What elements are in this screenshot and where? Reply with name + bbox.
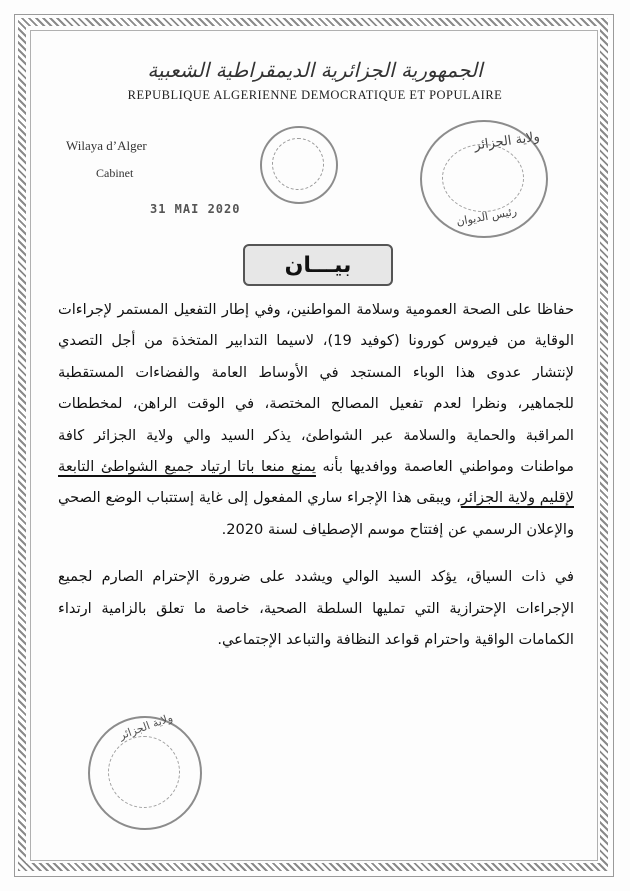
- document-body: [58, 294, 574, 655]
- paragraph-2: في ذات السياق، يؤكد السيد الوالي ويشدد على ضرورة الإحترام الصارم لجميع الإجراءات الإحترازية التي تمليها السلطة الصحية، خاصة ما تعلق بالزامية ارتداء الكمامات الواقية واحترام قواعد النظافة والتباعد الإجتماعي.: [58, 568, 574, 649]
- paragraph-1-end: ، ويبقى هذا الإجراء ساري المفعول إلى غاية إستتباب الوضع الصحي والإعلان الرسمي عن إفتتاح موسم الإصطياف لسنة 2020.: [58, 489, 574, 538]
- document-title: بيـــان: [243, 244, 393, 286]
- header-arabic-title: الجمهورية الجزائرية الديمقراطية الشعبية: [147, 58, 483, 82]
- date-stamp: 31 MAI 2020: [150, 202, 241, 216]
- paragraph-1-start: حفاظا على الصحة العمومية وسلامة المواطنين، وفي إطار التفعيل المستمر لإجراءات الوقاية من فيروس كورونا (كوفيد 19)، لاسيما التدابير المتخذة من أجل التصدي لإنتشار عدوى هذا الوباء المستجد في الأوساط العامة والفضاءات المستقطبة للجماهير، ونظرا لعدم تفعيل المصالح المختصة، في الوقت الراهن، لمخططات المراقبة والحماية والسلامة عبر الشواطئ، يذكر السيد والي ولاية الجزائر كافة مواطنات ومواطني العاصمة ووافديها بأنه: [58, 301, 575, 476]
- header-french-title: REPUBLIQUE ALGERIENNE DEMOCRATIQUE ET POPULAIRE: [127, 88, 503, 102]
- beach-ban-highlight: يمنع منعا باتا ارتياد جميع الشواطئ التابعة لإقليم ولاية الجزائر: [58, 458, 574, 507]
- wilaya-label: Wilaya d’Alger: [66, 138, 147, 153]
- cabinet-label: Cabinet: [96, 166, 134, 180]
- state-seal-icon: [260, 126, 338, 204]
- bottom-stamp-text: ولاية الجزائر: [117, 710, 175, 743]
- stamp-role-text: رئيس الديوان: [455, 204, 518, 229]
- paragraph-1: [58, 294, 574, 545]
- stamp-wilaya-text: ولاية الجزائر: [473, 129, 541, 154]
